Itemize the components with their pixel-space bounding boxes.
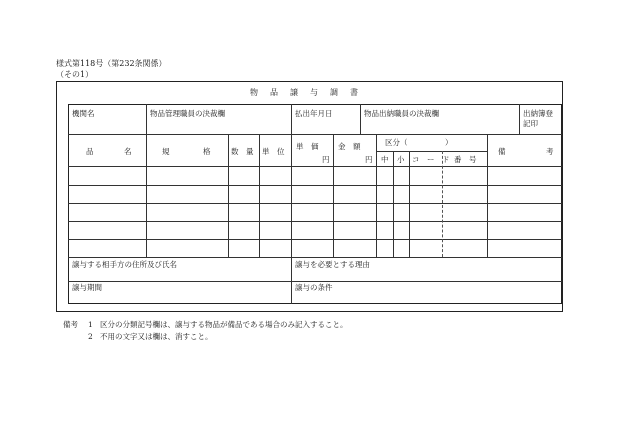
label-riyuu: 譲与を必要とする理由 xyxy=(295,260,370,269)
col-line xyxy=(487,134,488,257)
label-suitou-kessai: 物品出納職員の決裁欄 xyxy=(364,109,439,118)
col-line xyxy=(259,134,260,257)
col-line xyxy=(291,134,292,257)
note-1-text: 区分の分類記号欄は、譲与する物品が備品である場合のみ記入すること。 xyxy=(100,320,348,329)
row-line xyxy=(68,281,562,282)
col-hinmei: 品 xyxy=(86,147,94,156)
col-line xyxy=(333,134,334,257)
form-number: 様式第118号（第232条関係） xyxy=(56,59,167,68)
col-line xyxy=(360,104,361,134)
col-bangou: 番 号 xyxy=(454,155,477,164)
col-line xyxy=(146,134,147,257)
col-naka: 中 xyxy=(381,155,389,164)
row-line xyxy=(68,257,562,258)
col-kingaku: 金 額 xyxy=(338,142,361,151)
col-line xyxy=(291,104,292,134)
col-line xyxy=(228,134,229,257)
col-shou: 小 xyxy=(397,155,405,164)
col-line xyxy=(393,151,394,257)
label-buppin-kanri: 物品管理職員の決裁欄 xyxy=(150,109,225,118)
label-jouken: 譲与の条件 xyxy=(295,283,333,292)
col-kikaku: 規 xyxy=(162,147,170,156)
note-2-number: 2 xyxy=(88,332,93,341)
col-bikou-2: 考 xyxy=(546,147,554,156)
col-suuryou: 数 量 xyxy=(231,147,254,156)
col-tanka-unit: 円 xyxy=(322,155,330,164)
col-line xyxy=(146,104,147,134)
col-line xyxy=(291,257,292,304)
col-code: コ ー ド xyxy=(412,155,450,164)
col-tanka: 単 価 xyxy=(296,142,319,151)
label-aite-address: 譲与する相手方の住所及び氏名 xyxy=(72,260,177,269)
col-line xyxy=(376,134,377,257)
label-kikan: 譲与期間 xyxy=(72,283,102,292)
label-haraidashi: 払出年月日 xyxy=(295,109,333,118)
label-suitou-boki: 出納簿登 xyxy=(523,109,553,118)
notes-label: 備考 xyxy=(63,320,78,329)
col-line xyxy=(409,151,410,257)
note-1-number: 1 xyxy=(88,320,93,329)
col-line-dashed xyxy=(442,151,443,257)
label-kikanmei: 機関名 xyxy=(72,109,95,118)
col-hinmei-2: 名 xyxy=(124,147,132,156)
col-bikou: 備 xyxy=(498,147,506,156)
form-title: 物 品 譲 与 調 書 xyxy=(250,88,360,97)
col-tani: 単 位 xyxy=(262,147,285,156)
col-kingaku-unit: 円 xyxy=(365,155,373,164)
col-kubun: 区分（ ） xyxy=(385,138,453,147)
label-suitou-boki-2: 記印 xyxy=(523,119,538,128)
form-sub-number: （その1） xyxy=(56,70,94,79)
note-2-text: 不用の文字又は欄は、消すこと。 xyxy=(100,332,213,341)
col-kikaku-2: 格 xyxy=(203,147,211,156)
col-line xyxy=(519,104,520,134)
